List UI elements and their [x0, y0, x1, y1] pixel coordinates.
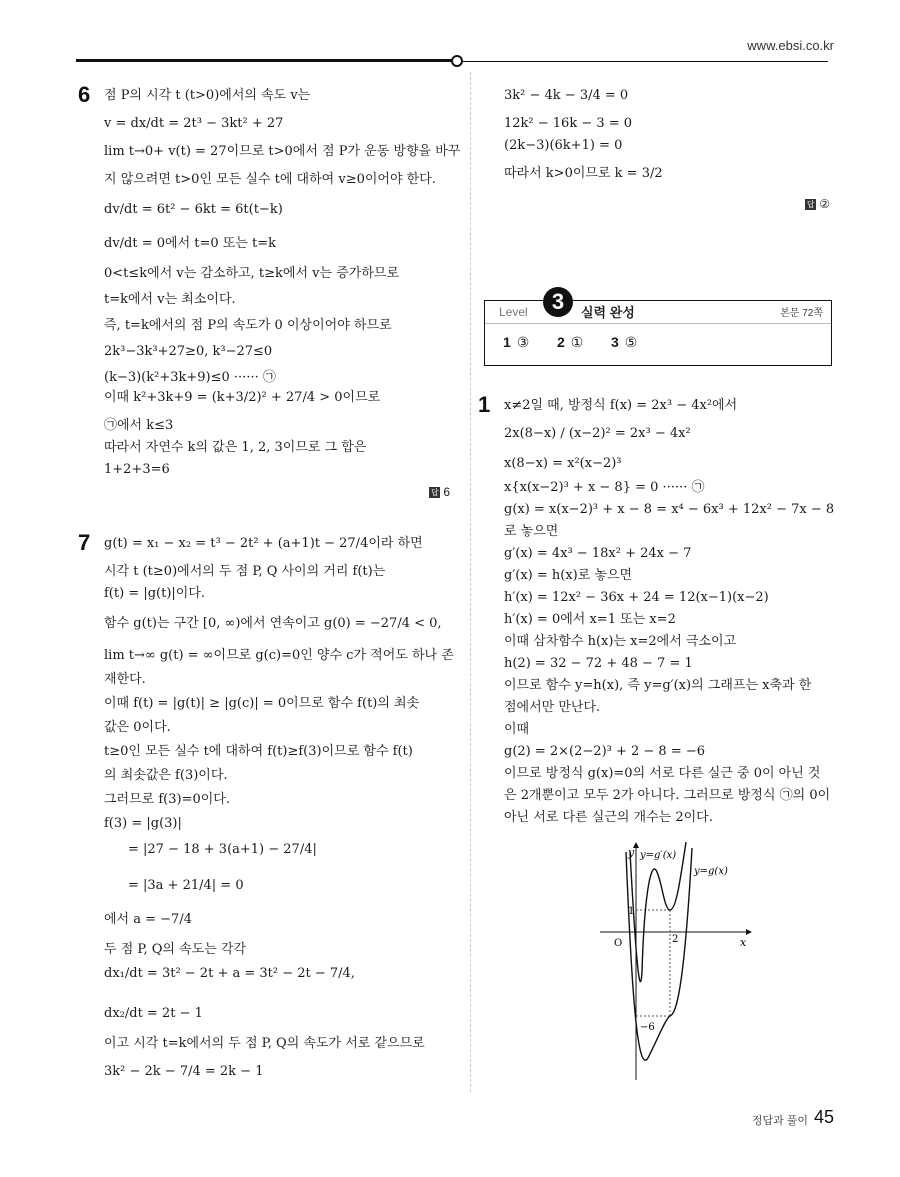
p6-line: 즉, t=k에서의 점 P의 속도가 0 이상이어야 하므로 — [104, 318, 392, 333]
p7-cont-line: 따라서 k>0이므로 k = 3/2 — [504, 166, 663, 181]
p7-line: dx₂/dt = 2t − 1 — [104, 1006, 203, 1021]
p7-line: 그러므로 f(3)=0이다. — [104, 792, 231, 807]
p7-line: g(t) = x₁ − x₂ = t³ − 2t² + (a+1)t − 27/4이라 하면 — [104, 536, 423, 551]
lp1-line: g(x) = x(x−2)³ + x − 8 = x⁴ − 6x³ + 12x² − 7x − 8 — [504, 502, 835, 517]
level-answer-num: 2 — [557, 334, 565, 350]
p6-line: t=k에서 v는 최소이다. — [104, 292, 236, 307]
tick-label-1: 1 — [628, 906, 635, 917]
p7-line: f(3) = |g(3)| — [104, 816, 182, 831]
p6-answer-value: 6 — [443, 485, 450, 499]
p7-cont-line: 3k² − 4k − 3/4 = 0 — [504, 88, 629, 103]
p7-line: 이고 시각 t=k에서의 두 점 P, Q의 속도가 서로 같으므로 — [104, 1036, 425, 1051]
lp1-line: g′(x) = h(x)로 놓으면 — [504, 568, 633, 583]
lp1-line: h′(x) = 12x² − 36x + 24 = 12(x−1)(x−2) — [504, 590, 769, 605]
lp1-line: x≠2일 때, 방정식 f(x) = 2x³ − 4x²에서 — [504, 398, 738, 413]
p6-line: (k−3)(k²+3k+9)≤0 ······ ㉠ — [104, 370, 276, 385]
lp1-line: 아닌 서로 다른 실근의 개수는 2이다. — [504, 810, 713, 825]
p6-line: 따라서 자연수 k의 값은 1, 2, 3이므로 그 합은 — [104, 440, 367, 455]
level-3-box — [484, 289, 832, 366]
g-prime-label: y=g′(x) — [640, 850, 677, 861]
problem-6-number: 6 — [78, 82, 91, 107]
p6-line: 지 않으려면 t>0인 모든 실수 t에 대하여 v≥0이어야 한다. — [104, 172, 436, 187]
level-answer-item — [557, 334, 583, 351]
page-number: 45 — [813, 1107, 834, 1127]
lp1-line: x{x(x−2)³ + x − 8} = 0 ······ ㉠ — [504, 480, 705, 495]
p7-line: 이때 f(t) = |g(t)| ≥ |g(c)| = 0이므로 함수 f(t)의 최솟 — [104, 696, 420, 711]
level-answer-item — [611, 334, 637, 351]
p7-line: 두 점 P, Q의 속도는 각각 — [104, 942, 247, 957]
site-url: www.ebsi.co.kr — [747, 38, 834, 53]
g-prime-curve — [630, 842, 686, 982]
lp1-line: 은 2개뿐이고 모두 2가 아니다. 그러므로 방정식 ㉠의 0이 — [504, 788, 831, 803]
answer-mark-icon: 답 — [806, 200, 815, 210]
level-answer-item — [503, 334, 529, 351]
level-answer-val: ③ — [516, 334, 530, 350]
p7-cont-line: (2k−3)(6k+1) = 0 — [504, 138, 623, 153]
p6-line: dv/dt = 0에서 t=0 또는 t=k — [104, 236, 277, 251]
lp1-line: 이때 삼차함수 h(x)는 x=2에서 극소이고 — [504, 634, 737, 649]
p7-cont-line: 12k² − 16k − 3 = 0 — [504, 116, 633, 131]
p7-line: 의 최솟값은 f(3)이다. — [104, 768, 228, 783]
p6-line: 이때 k²+3k+9 = (k+3/2)² + 27/4 > 0이므로 — [104, 390, 381, 405]
p6-line: v = dx/dt = 2t³ − 3kt² + 27 — [104, 116, 284, 131]
p7-line: dx₁/dt = 3t² − 2t + a = 3t² − 2t − 7/4, — [104, 966, 355, 981]
lp1-line: 이므로 함수 y=h(x), 즉 y=g′(x)의 그래프는 x축과 한 — [504, 678, 812, 693]
p7-line: f(t) = |g(t)|이다. — [104, 586, 206, 601]
lp1-line: 2x(8−x) / (x−2)² = 2x³ − 4x² — [504, 426, 691, 441]
lp1-line: 이므로 방정식 g(x)=0의 서로 다른 실근 중 0이 아닌 것 — [504, 766, 821, 781]
lp1-line: h(2) = 32 − 72 + 48 − 7 = 1 — [504, 656, 693, 671]
level-title: 실력 완성 — [581, 305, 635, 320]
p7-line: t≥0인 모든 실수 t에 대하여 f(t)≥f(3)이므로 함수 f(t) — [104, 744, 413, 759]
level-divider — [485, 323, 831, 324]
p6-answer — [429, 482, 450, 502]
level-answer-num: 1 — [503, 334, 511, 350]
problem-7-number: 7 — [78, 530, 91, 555]
y-axis-label: y — [628, 846, 635, 859]
p7-line: 값은 0이다. — [104, 720, 171, 735]
p7-line: 재한다. — [104, 672, 146, 687]
level-answer-num: 3 — [611, 334, 619, 350]
p7-answer — [805, 194, 830, 214]
lp1-line: h′(x) = 0에서 x=1 또는 x=2 — [504, 612, 676, 627]
g-label: y=g(x) — [694, 866, 728, 877]
p6-line: ㉠에서 k≤3 — [104, 418, 174, 433]
header-rule-thin — [462, 61, 828, 62]
level-page-ref: 본문 72쪽 — [780, 308, 823, 319]
p7-line: 에서 a = −7/4 — [104, 912, 192, 927]
p7-line: 함수 g(t)는 구간 [0, ∞)에서 연속이고 g(0) = −27/4 < 0, — [104, 616, 442, 631]
answer-mark-icon: 답 — [430, 488, 439, 498]
lp1-line: 이때 — [504, 722, 530, 737]
origin-label: O — [614, 938, 623, 949]
p6-line: lim t→0+ v(t) = 27이므로 t>0에서 점 P가 운동 방향을 바꾸 — [104, 144, 461, 159]
lp1-line: g(2) = 2×(2−2)³ + 2 − 8 = −6 — [504, 744, 706, 759]
header-rule — [76, 59, 454, 62]
lp1-line: x(8−x) = x²(x−2)³ — [504, 456, 622, 471]
column-divider — [470, 72, 471, 1092]
x-axis-label: x — [740, 936, 747, 949]
p6-line: dv/dt = 6t² − 6kt = 6t(t−k) — [104, 202, 283, 217]
p7-line: = |3a + 21/4| = 0 — [128, 878, 244, 893]
p6-line: 2k³−3k³+27≥0, k³−27≤0 — [104, 344, 273, 359]
lp1-line: g′(x) = 4x³ − 18x² + 24x − 7 — [504, 546, 692, 561]
level-problem-1-number: 1 — [478, 392, 491, 417]
tick-label-2: 2 — [672, 934, 679, 945]
lp1-line: 로 놓으면 — [504, 524, 559, 539]
p7-line: 시각 t (t≥0)에서의 두 점 P, Q 사이의 거리 f(t)는 — [104, 564, 386, 579]
x-axis-arrow — [746, 929, 752, 935]
footer-label: 정답과 풀이 — [751, 1115, 808, 1127]
function-graph — [600, 842, 770, 1082]
p6-line: 점 P의 시각 t (t>0)에서의 속도 v는 — [104, 88, 311, 103]
level-number-badge: 3 — [543, 287, 573, 317]
level-answer-val: ① — [570, 334, 584, 350]
p7-line: = |27 − 18 + 3(a+1) − 27/4| — [128, 842, 317, 857]
p6-line: 0<t≤k에서 v는 감소하고, t≥k에서 v는 증가하므로 — [104, 266, 400, 281]
p7-line: 3k² − 2k − 7/4 = 2k − 1 — [104, 1064, 264, 1079]
p6-line: 1+2+3=6 — [104, 462, 170, 477]
p7-line: lim t→∞ g(t) = ∞이므로 g(c)=0인 양수 c가 적어도 하나 존 — [104, 648, 454, 663]
lp1-line: 점에서만 만난다. — [504, 700, 601, 715]
level-label: Level — [499, 305, 528, 319]
p7-answer-value: ② — [819, 197, 830, 211]
tick-label-neg6: −6 — [640, 1022, 655, 1033]
level-answer-val: ⑤ — [624, 334, 638, 350]
